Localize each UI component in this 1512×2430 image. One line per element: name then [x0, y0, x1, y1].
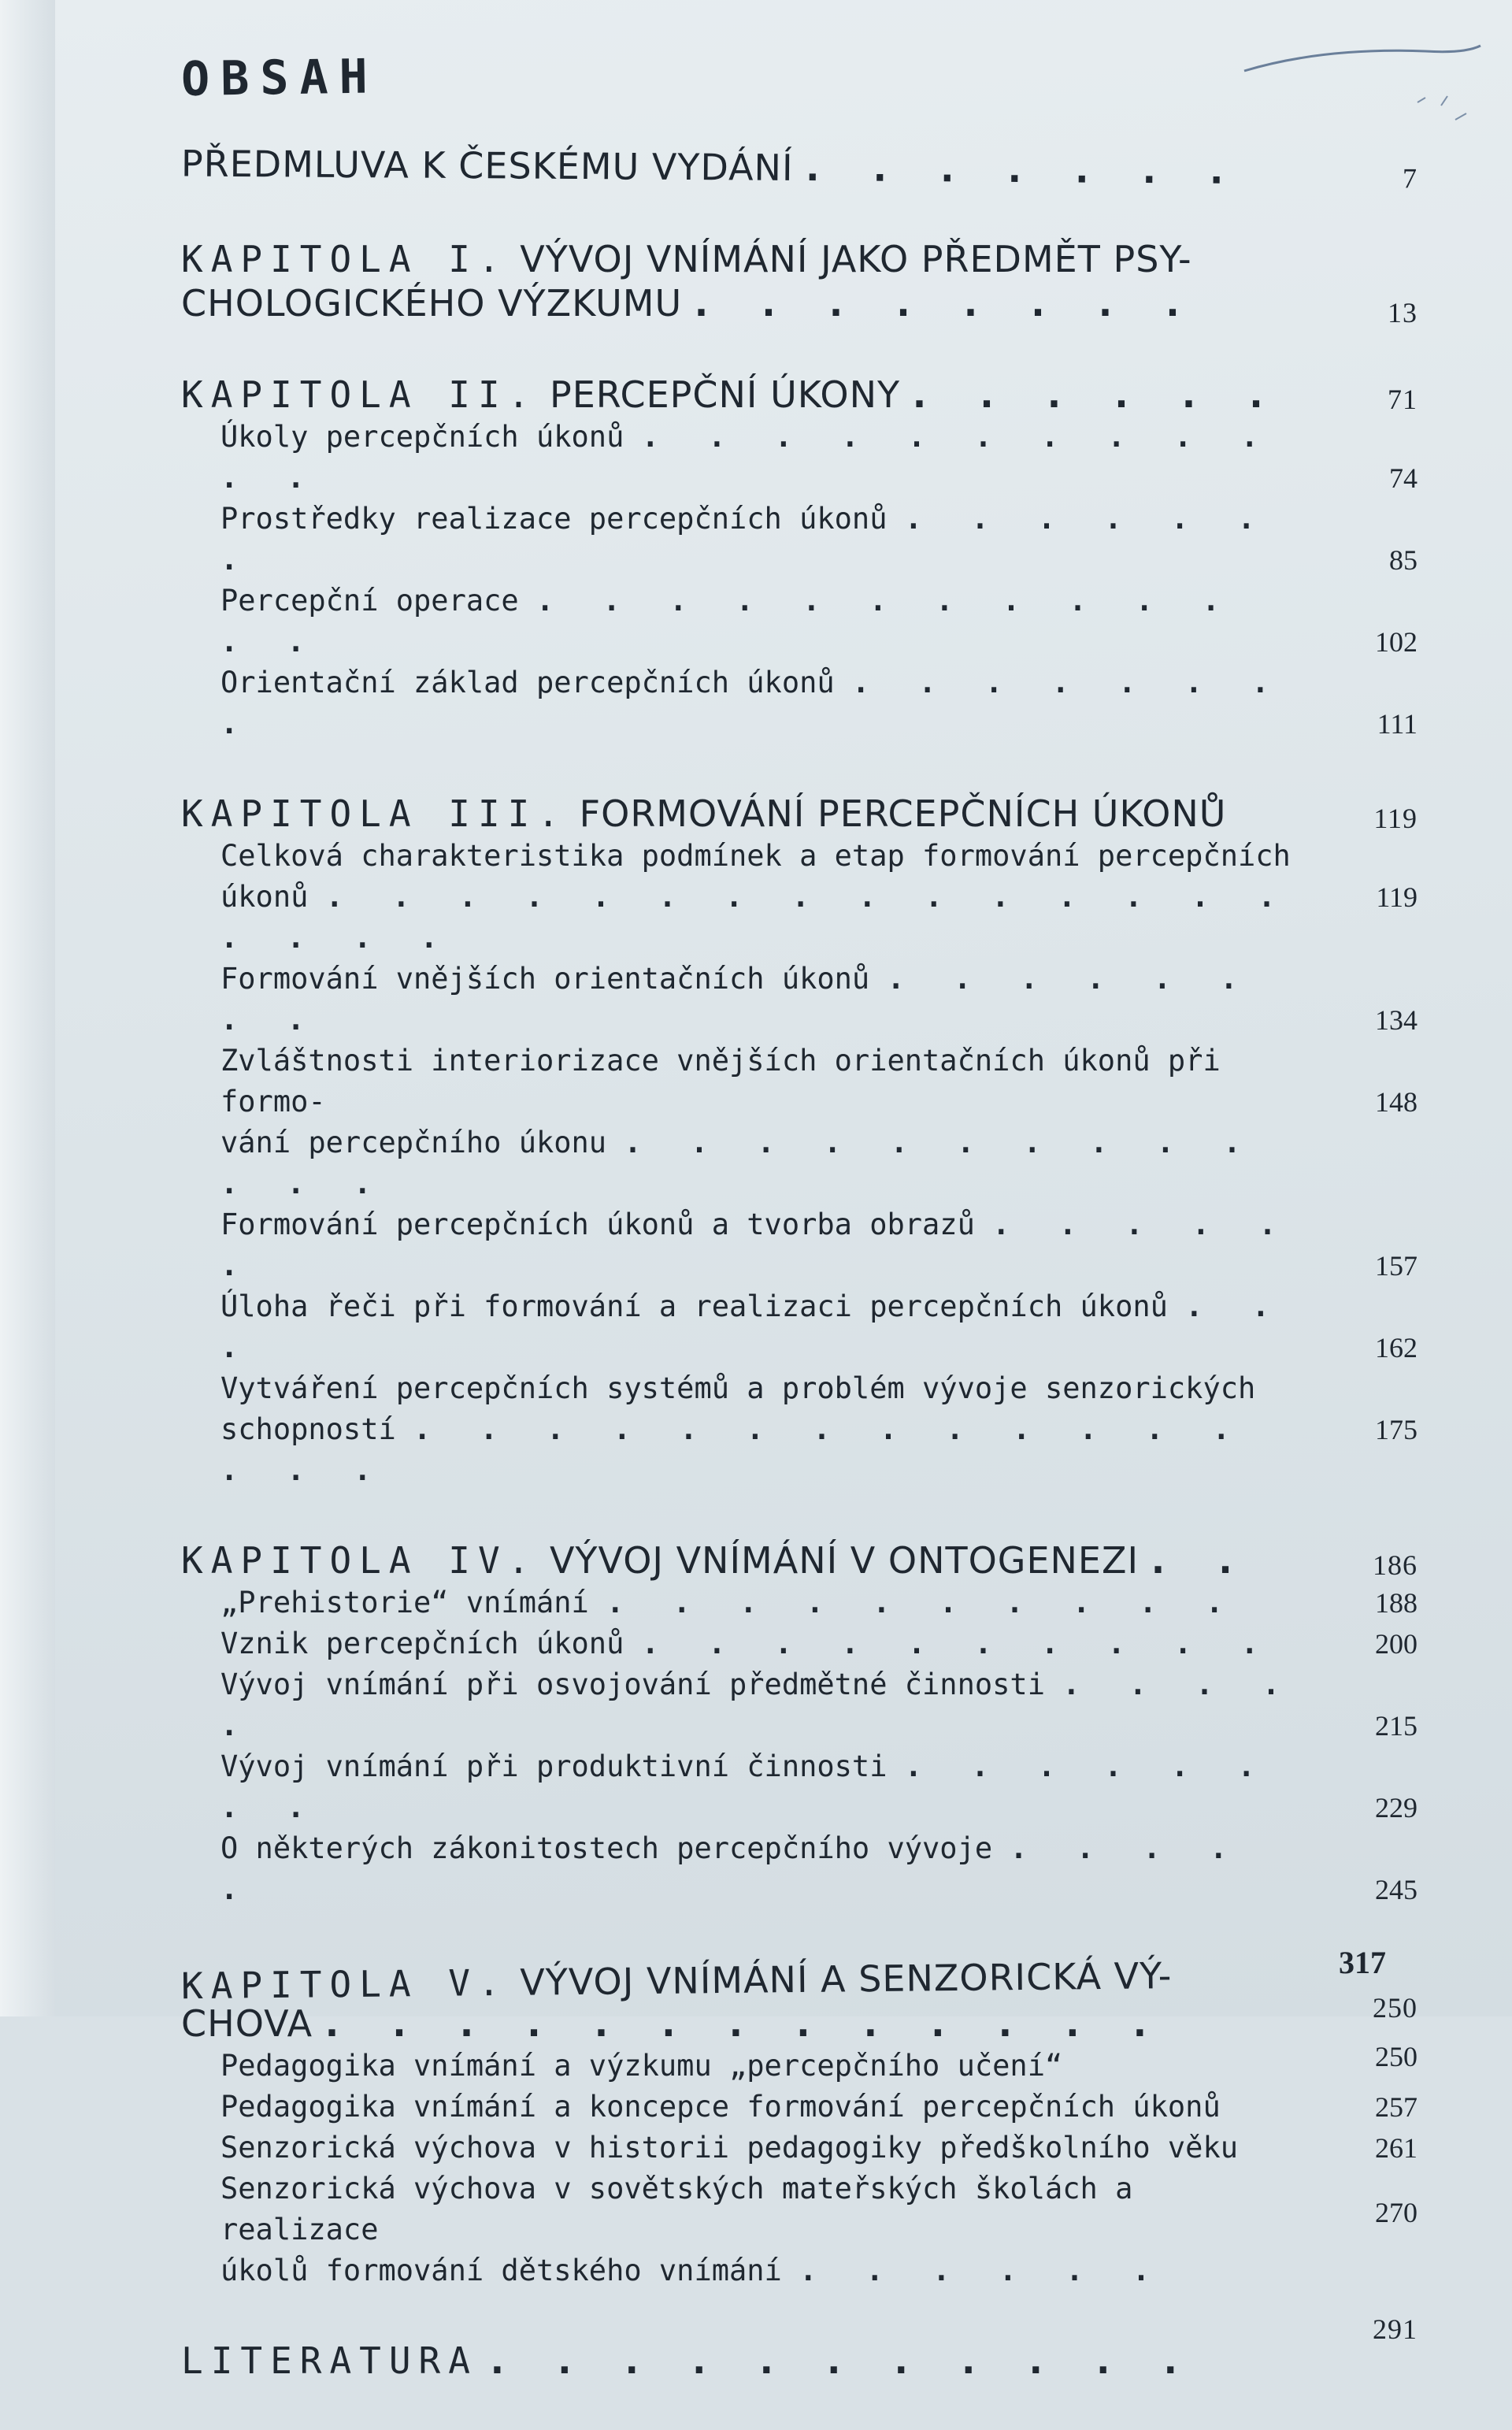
toc-subentry: [181, 836, 1418, 959]
chapter-title: VÝVOJ VNÍMÁNÍ V ONTOGENEZI: [549, 1539, 1140, 1582]
leader-dots: . . . . . . . . . . . . . . . . . . .: [220, 880, 1292, 955]
entry-label: PŘEDMLUVA K ČESKÉMU VYDÁNÍ: [180, 142, 794, 189]
toc-entry-chapter-4: [181, 1538, 1418, 1910]
entry-label-line1: Vytváření percepčních systémů a problém vývoje senzorických: [220, 1371, 1256, 1405]
page-number: 200: [1375, 1628, 1418, 1660]
chapter-title-line1: VÝVOJ VNÍMÁNÍ JAKO PŘEDMĚT PSY-: [520, 238, 1192, 280]
chapter-prefix: KAPITOLA III.: [181, 792, 568, 835]
toc-subentry: [181, 1582, 1418, 1623]
entry-label: Úkoly percepčních úkonů: [220, 420, 624, 454]
page-number: 134: [1375, 1004, 1418, 1036]
toc-entry-chapter-2: [181, 373, 1418, 744]
toc-subentry: [181, 1746, 1418, 1828]
page-footer-number: 317: [1339, 1945, 1386, 1980]
page-number: 7: [1402, 162, 1418, 195]
entry-label: „Prehistorie“ vnímání: [220, 1586, 589, 1619]
leader-dots: . . . . . . . .: [220, 1749, 1271, 1824]
toc-subentry: [181, 1041, 1418, 1204]
leader-dots: . . . . . . . . . . . . .: [324, 2002, 1168, 2045]
page-number: 148: [1375, 1086, 1418, 1118]
toc-subentry: [181, 662, 1418, 744]
page-number: 245: [1375, 1874, 1418, 1905]
toc-subentry: [181, 499, 1418, 581]
toc-subentry: [181, 1204, 1418, 1286]
entry-label-line2: schopností: [220, 1412, 396, 1446]
leader-dots: . . . . . . .: [805, 147, 1244, 192]
toc-subentry: [181, 417, 1418, 499]
page-number: 71: [1388, 384, 1418, 415]
page-number: 250: [1375, 2041, 1418, 2072]
leader-dots: . . . . . .: [799, 2254, 1166, 2287]
toc-subentry: [181, 1623, 1418, 1664]
entry-label: LITERATURA: [181, 2339, 478, 2382]
leader-dots: . . .: [220, 1289, 1286, 1364]
entry-label: Vznik percepčních úkonů: [220, 1627, 624, 1660]
page-number: 186: [1373, 1549, 1418, 1581]
toc-entry-preface: [180, 142, 1418, 195]
toc-subentry: [181, 2128, 1418, 2168]
page-number: 257: [1375, 2091, 1418, 2123]
leader-dots: . . . . . . . . . . . .: [220, 420, 1274, 495]
page-number: 215: [1375, 1710, 1418, 1742]
page-number: 74: [1389, 462, 1418, 494]
page-number: 85: [1389, 544, 1418, 576]
table-of-contents: [134, 43, 1418, 2430]
page-number: 111: [1377, 708, 1418, 740]
toc-subentry: [181, 1286, 1418, 1368]
entry-label: Vývoj vnímání při osvojování předmětné činnosti: [220, 1668, 1045, 1701]
entry-label: Senzorická výchova v historii pedagogiky předškolního věku: [220, 2131, 1239, 2165]
page-number: 188: [1375, 1587, 1418, 1619]
leader-dots: . . . . . . . .: [220, 962, 1254, 1037]
toc-subentry: [181, 1664, 1418, 1746]
leader-dots: . . . . . . . . . . . . .: [220, 1126, 1257, 1200]
chapter-title: FORMOVÁNÍ PERCEPČNÍCH ÚKONŮ: [579, 792, 1227, 835]
toc-entry-literature: [181, 2313, 1418, 2383]
leader-dots: . . . . . . .: [220, 502, 1271, 577]
page-title: OBSAH: [180, 49, 380, 107]
toc-subentry: [181, 1828, 1418, 1910]
chapter-title: PERCEPČNÍ ÚKONY: [549, 373, 901, 416]
page-number: 119: [1373, 803, 1418, 834]
entry-label-line1: Celková charakteristika podmínek a etap formování percepčních: [220, 839, 1291, 873]
entry-label-line1: Zvláštnosti interiorizace vnějších orientačních úkonů při formo-: [220, 1044, 1221, 1119]
toc-subentry: [181, 2168, 1418, 2291]
chapter-prefix: KAPITOLA IV.: [181, 1539, 538, 1582]
toc-subentry: [181, 959, 1418, 1041]
leader-dots: . . . . . . . . . . . . . . . .: [220, 1412, 1246, 1487]
entry-label: Vývoj vnímání při produktivní činnosti: [220, 1749, 888, 1783]
entry-label: Prostředky realizace percepčních úkonů: [220, 502, 888, 536]
entry-label: Formování percepčních úkonů a tvorba obrazů: [220, 1208, 975, 1241]
entry-label: Pedagogika vnímání a koncepce formování percepčních úkonů: [220, 2090, 1221, 2124]
page-number: 270: [1375, 2197, 1418, 2228]
entry-label: Orientační základ percepčních úkonů: [220, 666, 835, 699]
chapter-prefix: KAPITOLA II.: [181, 373, 538, 416]
leader-dots: . . . . . . . . . . . . .: [220, 584, 1236, 659]
entry-label-line2: úkolů formování dětského vnímání: [220, 2254, 782, 2287]
leader-dots: . . . . .: [220, 1668, 1296, 1742]
page-number: 250: [1373, 1992, 1418, 2024]
entry-label: Pedagogika vnímání a výzkumu „percepčního učení“: [220, 2049, 1063, 2083]
chapter-prefix: KAPITOLA I.: [181, 238, 508, 280]
leader-dots: . . . . .: [220, 1831, 1243, 1906]
chapter-title-line2: CHOLOGICKÉHO VÝZKUMU: [181, 282, 683, 325]
book-gutter: [0, 0, 56, 2016]
toc-entry-chapter-1: [181, 237, 1418, 328]
entry-label-line2: vání percepčního úkonu: [220, 1126, 607, 1159]
page-number: 291: [1373, 2313, 1418, 2345]
leader-dots: . . . . . . . . . . .: [490, 2339, 1198, 2382]
chapter-title-line1: VÝVOJ VNÍMÁNÍ A SENZORICKÁ VÝ-: [520, 1954, 1173, 2004]
page-number: 13: [1388, 297, 1418, 328]
page-number: 162: [1375, 1332, 1418, 1363]
page-number: 229: [1375, 1792, 1418, 1823]
page-number: 119: [1376, 881, 1418, 913]
entry-label: O některých zákonitostech percepčního vývoje: [220, 1831, 993, 1865]
chapter-prefix: KAPITOLA V.: [180, 1961, 508, 2008]
toc-subentry: [181, 1368, 1418, 1491]
toc-entry-chapter-5: [180, 1954, 1418, 2291]
leader-dots: . . . . . . . .: [694, 282, 1200, 325]
leader-dots: . . . . . . . .: [220, 666, 1285, 740]
page-number: 261: [1375, 2132, 1418, 2164]
leader-dots: . . . . . .: [912, 373, 1284, 416]
leader-dots: . . . . . . . . . .: [606, 1586, 1240, 1619]
toc-entry-chapter-3: [181, 792, 1418, 1491]
page-number: 157: [1375, 1250, 1418, 1282]
entry-label: Formování vnějších orientačních úkonů: [220, 962, 870, 996]
entry-label: Percepční operace: [220, 584, 519, 618]
toc-subentry: [181, 2087, 1418, 2128]
leader-dots: . . . . . . . . . .: [641, 1627, 1274, 1660]
entry-label-line1: Senzorická výchova v sovětských mateřských školách a realizace: [220, 2172, 1133, 2246]
entry-label-line2: úkonů: [220, 880, 309, 914]
leader-dots: . . . . . .: [220, 1208, 1292, 1282]
chapter-title-line2: CHOVA: [181, 2002, 313, 2045]
leader-dots: . .: [1151, 1539, 1253, 1582]
toc-subentry: [181, 2041, 1418, 2087]
toc-subentry: [181, 581, 1418, 662]
page-number: 102: [1375, 626, 1418, 658]
entry-label: Úloha řeči při formování a realizaci percepčních úkonů: [220, 1289, 1168, 1323]
page-number: 175: [1375, 1414, 1418, 1445]
